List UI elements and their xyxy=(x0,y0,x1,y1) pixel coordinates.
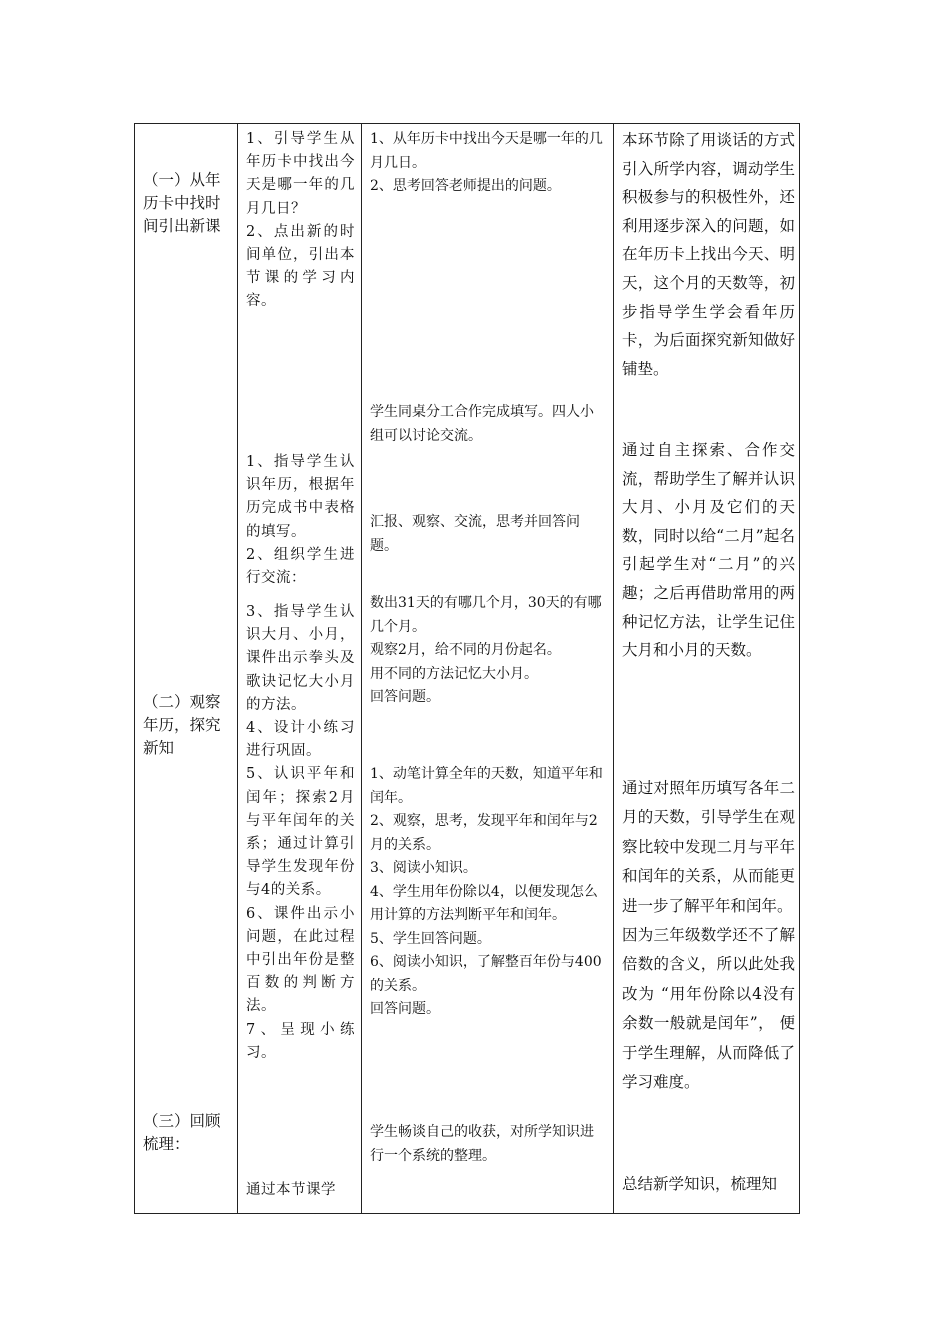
design-intent: 通过对照年历填写各年二月的天数，引导学生在观察比较中发现二月与平年和闰年的关系，从而能更进一步了解平年和闰年。 xyxy=(622,779,795,915)
design-intent-column xyxy=(614,124,800,1214)
student-activity: 4、学生用年份除以4，以便发现怎么用计算的方法判断平年和闰年。 xyxy=(370,883,598,923)
design-intent: 通过自主探索、合作交流，帮助学生了解并认识大月、小月及它们的天数，同时以给“二月”起名引起学生对“二月”的兴趣；之后再借助常用的两种记忆方法，让学生记住大月和小月的天数。 xyxy=(622,441,795,660)
student-activity: 3、阅读小知识。 xyxy=(370,860,477,876)
student-activity: 观察2月，给不同的月份起名。 xyxy=(370,642,561,658)
student-activity: 2、思考回答老师提出的问题。 xyxy=(370,178,561,194)
student-activity: 回答问题。 xyxy=(370,689,440,705)
student-activity: 学生同桌分工合作完成填写。四人小组可以讨论交流。 xyxy=(370,404,594,444)
teacher-activity: 2、点出新的时间单位，引出本节课的学习内容。 xyxy=(246,223,355,310)
student-activity: 2、观察，思考，发现平年和闰年与2月的关系。 xyxy=(370,813,598,853)
student-activity: 用不同的方法记忆大小月。 xyxy=(370,665,538,682)
teacher-activity: 7、呈现小练习。 xyxy=(246,1021,355,1061)
student-activity: 数出31天的有哪几个月，30天的有哪几个月。 xyxy=(370,595,602,635)
teacher-activity: 5、认识平年和闰年；探索2月与平年闰年的关系；通过计算引导学生发现年份与4的关系。 xyxy=(246,766,355,899)
stage-label: （一）从年历卡中找时间引出新课 xyxy=(143,171,221,235)
lesson-plan-table xyxy=(134,123,800,1214)
teacher-activity: 1、引导学生从年历卡中找出今天是哪一年的几月几日？ xyxy=(246,131,355,217)
teacher-activity: 3、指导学生认识大月、小月，课件出示拳头及歌诀记忆大小月的方法。 xyxy=(246,604,355,713)
stage-label: （三）回顾梳理： xyxy=(143,1112,221,1153)
stage-column xyxy=(135,124,238,1214)
teacher-activity: 1、指导学生认识年历，根据年历完成书中表格的填写。 xyxy=(246,454,355,540)
teacher-activity: 通过本节课学 xyxy=(246,1182,336,1198)
student-activity: 5、学生回答问题。 xyxy=(370,930,491,947)
teacher-activity-column xyxy=(238,124,362,1214)
teacher-activity: 2、组织学生进行交流： xyxy=(246,546,355,587)
student-activity: 学生畅谈自己的收获，对所学知识进行一个系统的整理。 xyxy=(370,1124,594,1164)
student-activity: 6、阅读小知识，了解整百年份与400的关系。 xyxy=(370,954,602,994)
design-intent: 因为三年级数学还不了解倍数的含义，所以此处我改为 “用年份除以4没有余数一般就是闰年”， 便于学生理解，从而降低了学习难度。 xyxy=(622,926,795,1092)
student-activity: 回答问题。 xyxy=(370,1001,440,1017)
student-activity: 1、动笔计算全年的天数，知道平年和闰年。 xyxy=(370,766,603,806)
design-intent: 总结新学知识，梳理知 xyxy=(622,1175,778,1193)
student-activity: 汇报、观察、交流，思考并回答问题。 xyxy=(370,514,580,554)
teacher-activity: 6、课件出示小问题，在此过程中引出年份是整百数的判断方法。 xyxy=(246,905,355,1015)
student-activity: 1、从年历卡中找出今天是哪一年的几月几日。 xyxy=(370,131,603,171)
stage-label: （二）观察年历，探究新知 xyxy=(143,693,221,757)
table-row xyxy=(135,124,800,1214)
student-activity-column xyxy=(362,124,614,1214)
teacher-activity: 4、设计小练习进行巩固。 xyxy=(246,720,355,760)
design-intent: 本环节除了用谈话的方式引入所学内容，调动学生积极参与的积极性外，还利用逐步深入的问题，如在年历卡上找出今天、明天，这个月的天数等，初步指导学生学会看年历卡，为后面探究新知做好铺垫。 xyxy=(622,131,795,378)
